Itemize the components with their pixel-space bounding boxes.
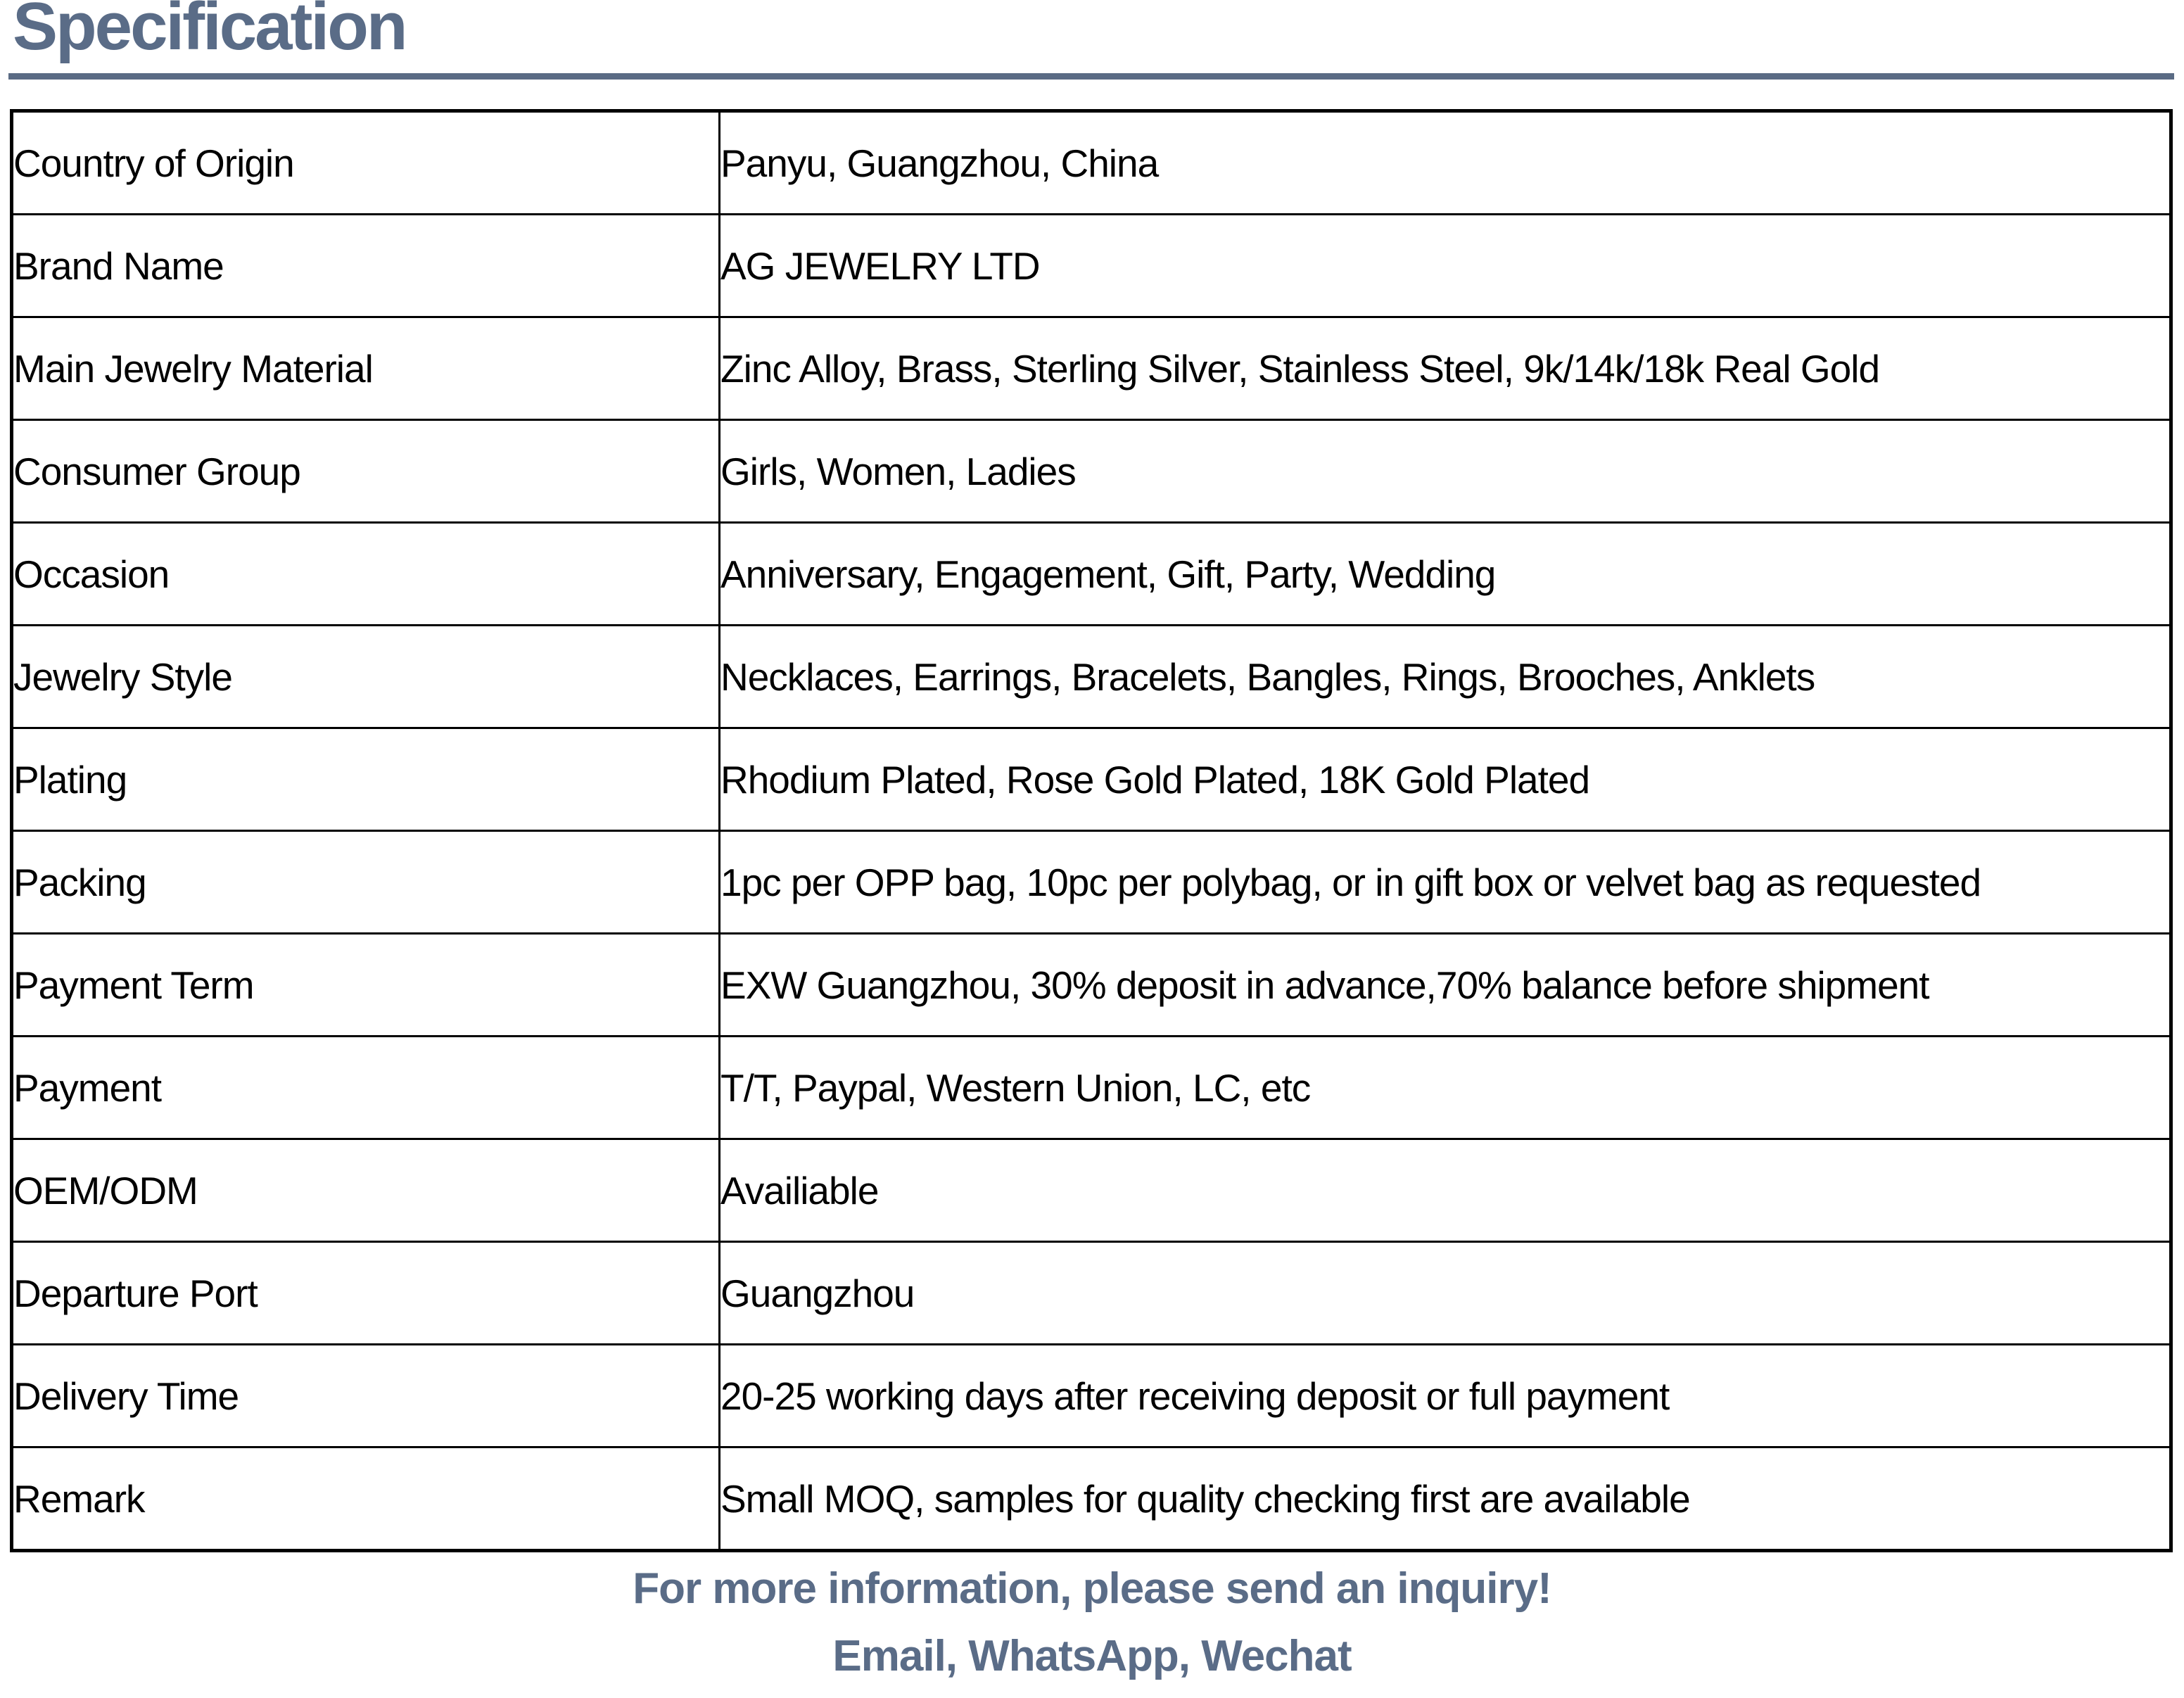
spec-label-cell: Country of Origin (12, 111, 720, 215)
spec-label-cell: Delivery Time (12, 1345, 720, 1447)
footer (0, 1555, 2184, 1690)
spec-label-cell: OEM/ODM (12, 1139, 720, 1242)
specification-table (10, 109, 2173, 1552)
spec-label-cell: Main Jewelry Material (12, 317, 720, 420)
table-row (12, 523, 2171, 626)
spec-label-cell: Departure Port (12, 1242, 720, 1345)
spec-value-cell: Girls, Women, Ladies (720, 420, 2171, 523)
spec-value-cell: Zinc Alloy, Brass, Sterling Silver, Stainless Steel, 9k/14k/18k Real Gold (720, 317, 2171, 420)
table-row (12, 1345, 2171, 1447)
spec-value-cell: Panyu, Guangzhou, China (720, 111, 2171, 215)
footer-inquiry-line: For more information, please send an inquiry! (633, 1564, 1551, 1613)
table-row (12, 317, 2171, 420)
table-row (12, 831, 2171, 934)
specification-table-body (12, 111, 2171, 1551)
footer-contact-line: Email, WhatsApp, Wechat (832, 1632, 1352, 1680)
spec-value-cell: AG JEWELRY LTD (720, 215, 2171, 317)
table-row (12, 626, 2171, 728)
spec-value-cell: Small MOQ, samples for quality checking first are available (720, 1447, 2171, 1551)
spec-value-cell: EXW Guangzhou, 30% deposit in advance,70% balance before shipment (720, 934, 2171, 1037)
spec-value-cell: T/T, Paypal, Western Union, LC, etc (720, 1037, 2171, 1139)
table-row (12, 1037, 2171, 1139)
spec-label-cell: Remark (12, 1447, 720, 1551)
spec-value-cell: Rhodium Plated, Rose Gold Plated, 18K Gold Plated (720, 728, 2171, 831)
table-row (12, 728, 2171, 831)
table-row (12, 420, 2171, 523)
spec-value-cell: 20-25 working days after receiving deposit or full payment (720, 1345, 2171, 1447)
spec-label-cell: Payment Term (12, 934, 720, 1037)
spec-value-cell: Necklaces, Earrings, Bracelets, Bangles, Rings, Brooches, Anklets (720, 626, 2171, 728)
spec-value-cell: Guangzhou (720, 1242, 2171, 1345)
spec-label-cell: Occasion (12, 523, 720, 626)
table-row (12, 1242, 2171, 1345)
table-row (12, 215, 2171, 317)
spec-label-cell: Brand Name (12, 215, 720, 317)
spec-value-cell: Availiable (720, 1139, 2171, 1242)
spec-label-cell: Plating (12, 728, 720, 831)
table-row (12, 1139, 2171, 1242)
page-title: Specification (13, 0, 406, 64)
spec-value-cell: Anniversary, Engagement, Gift, Party, Wedding (720, 523, 2171, 626)
spec-label-cell: Payment (12, 1037, 720, 1139)
table-row (12, 934, 2171, 1037)
table-row (12, 111, 2171, 215)
table-row (12, 1447, 2171, 1551)
spec-label-cell: Jewelry Style (12, 626, 720, 728)
spec-label-cell: Consumer Group (12, 420, 720, 523)
spec-label-cell: Packing (12, 831, 720, 934)
title-underline (8, 73, 2174, 80)
spec-value-cell: 1pc per OPP bag, 10pc per polybag, or in gift box or velvet bag as requested (720, 831, 2171, 934)
